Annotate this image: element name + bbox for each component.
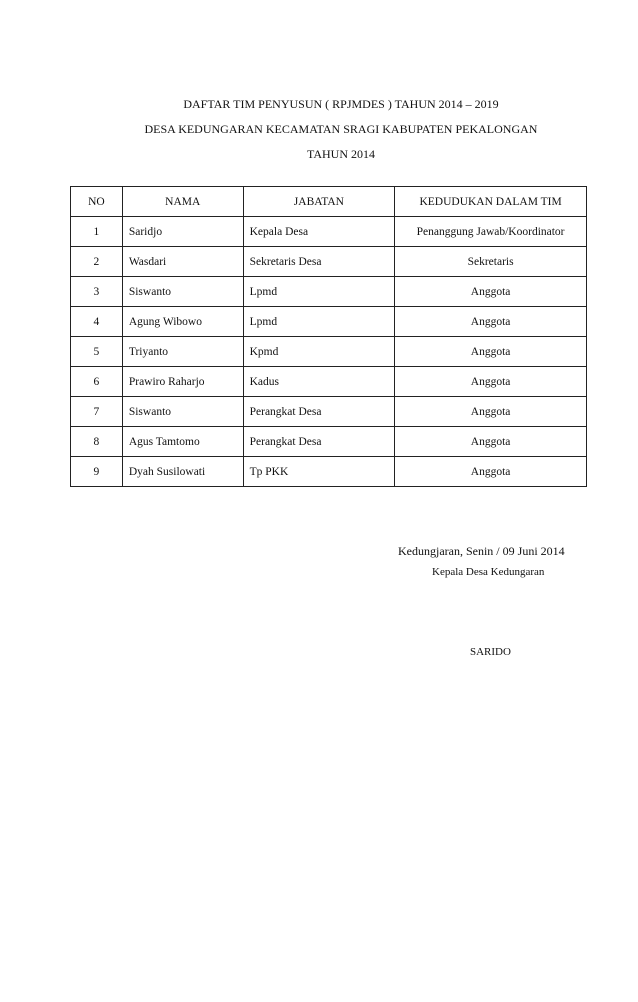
cell-kedudukan: Sekretaris — [395, 247, 587, 277]
table-row — [71, 247, 587, 277]
cell-kedudukan: Anggota — [395, 337, 587, 367]
cell-no: 8 — [71, 427, 123, 457]
table-row — [71, 277, 587, 307]
document-title: DAFTAR TIM PENYUSUN ( RPJMDES ) TAHUN 2014 – 2019 — [183, 97, 499, 111]
signature-title: Kepala Desa Kedungaran — [432, 566, 545, 578]
document-subtitle-village: DESA KEDUNGARAN KECAMATAN SRAGI KABUPATEN PEKALONGAN — [144, 122, 538, 136]
table-row — [71, 337, 587, 367]
table-row — [71, 427, 587, 457]
cell-kedudukan: Anggota — [395, 427, 587, 457]
cell-jabatan: Lpmd — [243, 277, 395, 307]
cell-no: 5 — [71, 337, 123, 367]
cell-no: 6 — [71, 367, 123, 397]
cell-kedudukan: Anggota — [395, 457, 587, 487]
cell-jabatan: Kadus — [243, 367, 395, 397]
cell-no: 3 — [71, 277, 123, 307]
cell-jabatan: Perangkat Desa — [243, 427, 395, 457]
cell-no: 1 — [71, 217, 123, 247]
cell-nama: Siswanto — [122, 277, 243, 307]
cell-jabatan: Tp PKK — [243, 457, 395, 487]
cell-nama: Dyah Susilowati — [122, 457, 243, 487]
cell-nama: Prawiro Raharjo — [122, 367, 243, 397]
cell-kedudukan: Anggota — [395, 367, 587, 397]
cell-nama: Triyanto — [122, 337, 243, 367]
cell-nama: Agus Tamtomo — [122, 427, 243, 457]
cell-nama: Saridjo — [122, 217, 243, 247]
column-header-jabatan: JABATAN — [243, 187, 395, 217]
table-row — [71, 217, 587, 247]
cell-kedudukan: Anggota — [395, 277, 587, 307]
cell-no: 2 — [71, 247, 123, 277]
signatory-name: SARIDO — [470, 646, 511, 658]
cell-kedudukan: Anggota — [395, 307, 587, 337]
team-table — [70, 186, 587, 487]
cell-no: 9 — [71, 457, 123, 487]
column-header-no: NO — [71, 187, 123, 217]
cell-jabatan: Sekretaris Desa — [243, 247, 395, 277]
cell-kedudukan: Anggota — [395, 397, 587, 427]
cell-jabatan: Lpmd — [243, 307, 395, 337]
cell-kedudukan: Penanggung Jawab/Koordinator — [395, 217, 587, 247]
table-row — [71, 307, 587, 337]
cell-nama: Wasdari — [122, 247, 243, 277]
column-header-nama: NAMA — [122, 187, 243, 217]
cell-no: 7 — [71, 397, 123, 427]
table-row — [71, 397, 587, 427]
cell-nama: Agung Wibowo — [122, 307, 243, 337]
table-row — [71, 367, 587, 397]
table-header-row — [71, 187, 587, 217]
cell-no: 4 — [71, 307, 123, 337]
signature-place-date: Kedungjaran, Senin / 09 Juni 2014 — [398, 544, 565, 558]
cell-jabatan: Kpmd — [243, 337, 395, 367]
table-row — [71, 457, 587, 487]
cell-nama: Siswanto — [122, 397, 243, 427]
column-header-kedudukan: KEDUDUKAN DALAM TIM — [395, 187, 587, 217]
cell-jabatan: Perangkat Desa — [243, 397, 395, 427]
cell-jabatan: Kepala Desa — [243, 217, 395, 247]
document-subtitle-year: TAHUN 2014 — [306, 147, 376, 161]
